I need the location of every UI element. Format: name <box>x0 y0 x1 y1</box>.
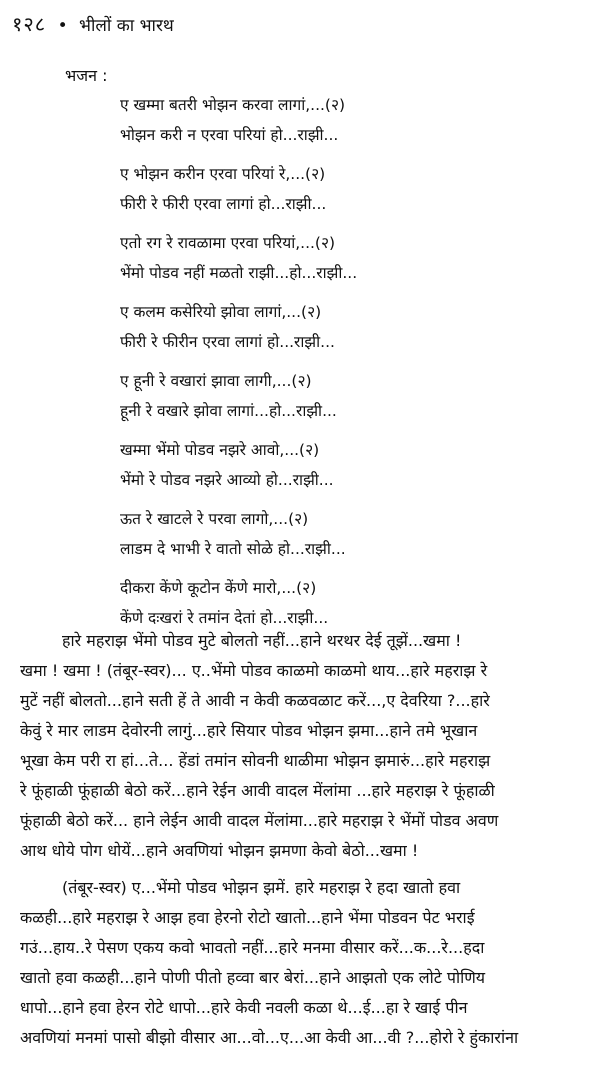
section-heading: भजन : <box>65 66 108 85</box>
header-bullet: • <box>57 16 68 36</box>
prose-line: अवणियां मनमां पासो बीझो वीसार आ...वो...ए...आ केवी आ...वी ?...होरो रे हुंकारांना <box>20 1028 519 1047</box>
prose-line: गउं...हाय..रे पेसण एकय कवो भावतो नहीं...हारे मनमा वीसार करें...क...रे...हदा <box>20 938 485 957</box>
verse-stanza <box>120 297 590 366</box>
prose-line: आथ धोये पोग धोयें...हाने अवणियां भोझन झमणा केवो बेठो...खमा ! <box>20 841 419 860</box>
prose-line: खातो हवा कळही...हाने पोणी पीतो हव्वा बार बेरां...हाने आझतो एक लोटे पोणिय <box>20 968 486 987</box>
prose-line: मुटें नहीं बोलतो...हाने सती हें ते आवी न केवी कळवळाट करें...,ए देवरिया ?...हारे <box>20 691 490 710</box>
bhajan-verses <box>120 90 590 642</box>
page-header <box>12 10 174 37</box>
prose-line: फूंहाळी बेठो करें... हाने लेईन आवी वादल मेंलांमा...हारे महराझ रे भेंमों पोडव अवण <box>20 811 499 830</box>
verse-line: एतो रग रे रावळामा एरवा परियां,...(२) <box>120 234 336 252</box>
verse-line: फीरी रे फीरी एरवा लागां हो...राझी... <box>120 195 327 213</box>
prose-body <box>20 626 588 1053</box>
prose-line: धापो...हाने हवा हेरन रोटे धापो...हारे केवी नवली कळा थे...ई...हा रे खाई पीन <box>20 998 468 1017</box>
verse-line: ऊत रे खाटले रे परवा लागो,...(२) <box>120 510 309 528</box>
verse-line: खम्मा भेंमो पोडव नझरे आवो,...(२) <box>120 441 320 459</box>
verse-stanza <box>120 366 590 435</box>
verse-line: भोझन करी न एरवा परियां हो...राझी... <box>120 126 339 144</box>
verse-stanza <box>120 504 590 573</box>
verse-line: भेंमो रे पोडव नझरे आव्यो हो...राझी... <box>120 471 334 489</box>
verse-line: केंणे दःखरां रे तमांन देतां हो...राझी... <box>120 609 329 627</box>
verse-line: दीकरा केंणे कूटोन केंणे मारो,...(२) <box>120 579 317 597</box>
verse-line: हूनी रे वखारे झोवा लागां...हो...राझी... <box>120 402 337 420</box>
prose-line: केवुं रे मार लाडम देवोरनी लागुं...हारे सियार पोडव भोझन झमा...हाने तमे भूखान <box>20 721 478 740</box>
verse-line: फीरी रे फीरीन एरवा लागां हो...राझी... <box>120 333 335 351</box>
book-title: भीलों का भारथ <box>79 16 174 36</box>
verse-line: ए भोझन करीन एरवा परियां रे,...(२) <box>120 165 326 183</box>
prose-line: हारे महराझ भेंमो पोडव मुटे बोलतो नहीं...हाने थरथर देई तूझें...खमा ! <box>62 631 462 650</box>
verse-line: ए खम्मा बतरी भोझन करवा लागां,...(२) <box>120 96 346 114</box>
verse-stanza <box>120 435 590 504</box>
verse-line: ए कलम कसेरियो झोवा लागां,...(२) <box>120 303 322 321</box>
verse-stanza <box>120 159 590 228</box>
prose-line: कळही...हारे महराझ रे आझ हवा हेरनो रोटो खातो...हाने भेंमा पोडवन पेट भराई <box>20 908 475 927</box>
verse-stanza <box>120 90 590 159</box>
page-number: १२८ <box>12 12 47 36</box>
prose-line: (तंबूर-स्वर) ए...भेंमो पोडव भोझन झमें. हारे महराझ रे हदा खातो हवा <box>62 878 461 897</box>
verse-stanza <box>120 228 590 297</box>
prose-line: भूखा केम परी रा हां...ते... हेंडां तमांन सोवनी थाळीमा भोझन झमारुं...हारे महराझ <box>20 751 491 770</box>
verse-line: भेंमो पोडव नहीं मळतो राझी...हो...राझी... <box>120 264 358 282</box>
verse-line: ए हूनी रे वखारां झावा लागी,...(२) <box>120 372 312 390</box>
verse-line: लाडम दे भाभी रे वातो सोळे हो...राझी... <box>120 540 346 558</box>
prose-line: खमा ! खमा ! (तंबूर-स्वर)... ए..भेंमो पोडव काळमो काळमो थाय...हारे महराझ रे <box>20 661 488 680</box>
prose-line: रे फूंहाळी फूंहाळी बेठो करें...हाने रेईन आवी वादल मेंलांमा ...हारे महराझ रे फूंहाळी <box>20 781 495 800</box>
